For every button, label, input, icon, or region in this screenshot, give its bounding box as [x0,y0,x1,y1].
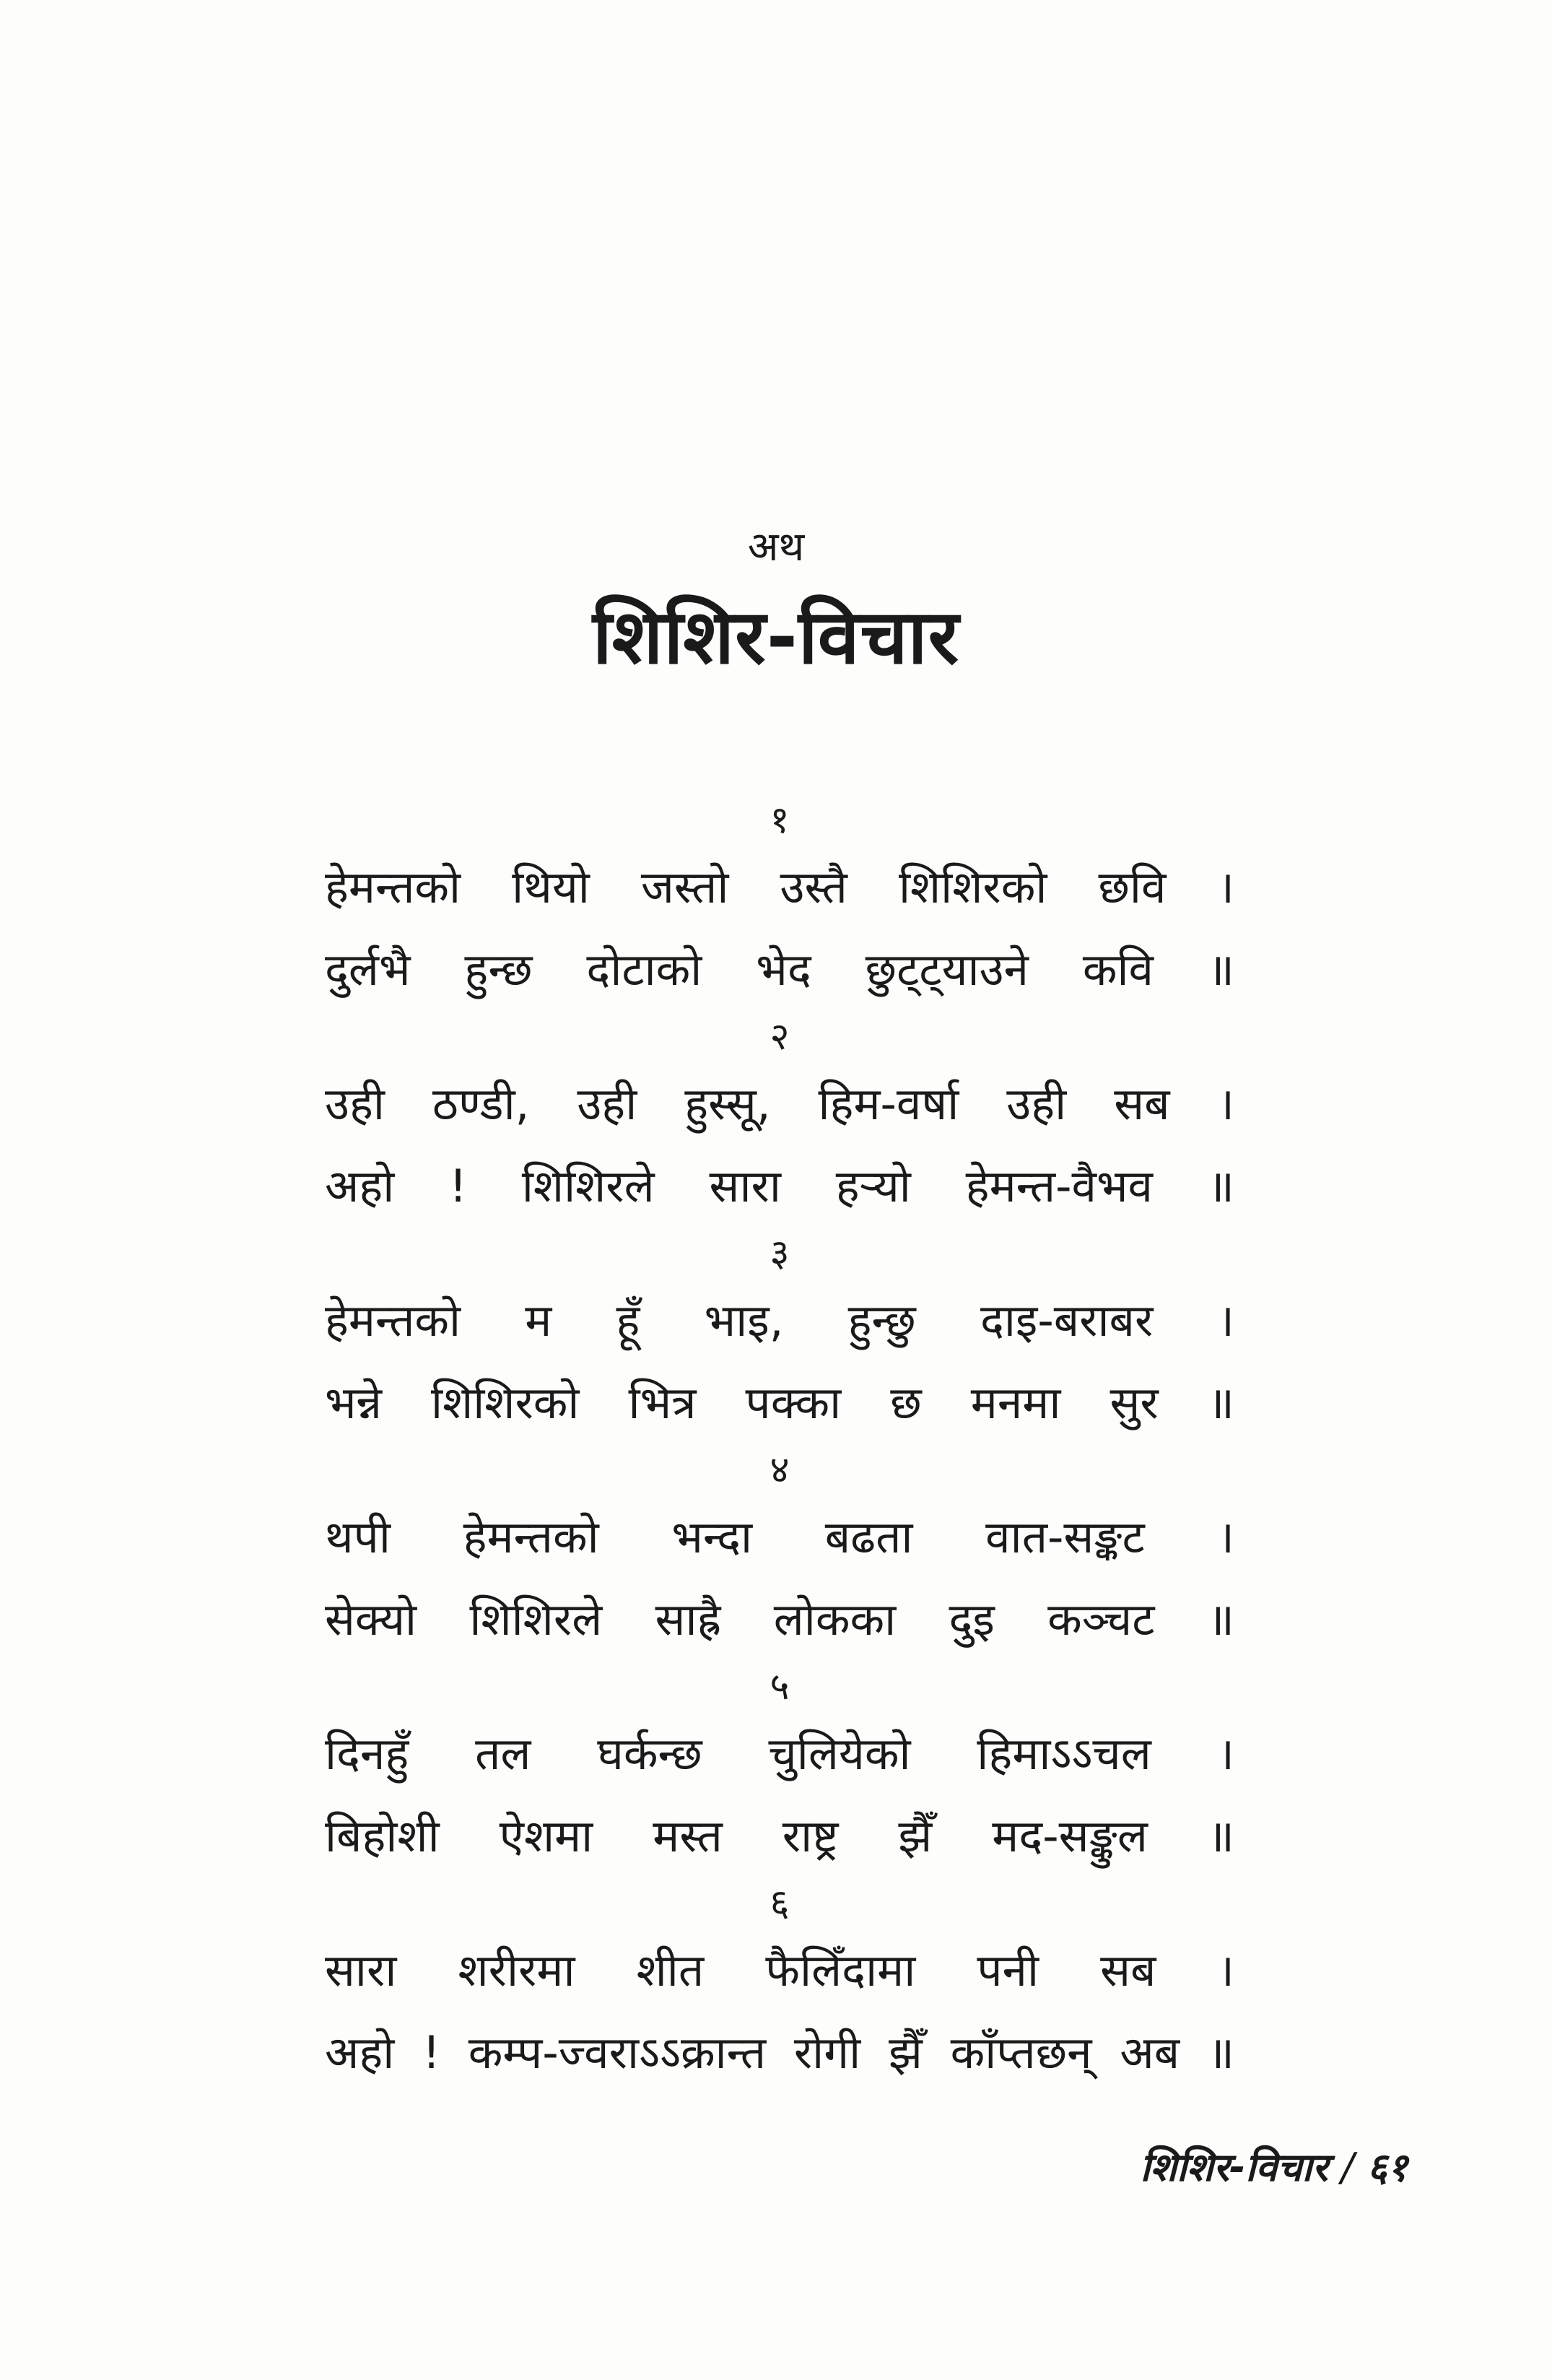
verse-line: उही ठण्डी, उही हुस्सू, हिम-वर्षा उही सब । [325,1077,1234,1130]
stanza-number: १ [770,799,790,842]
stanza-number: २ [770,1015,790,1059]
stanza [325,1877,1234,2094]
stanza [325,1444,1234,1661]
stanza [325,1661,1234,1877]
poem-title: शिशिर-विचार [592,593,960,681]
stanza [325,1011,1234,1228]
verse-line: हेमन्तको थियो जस्तो उस्तै शिशिरको छवि । [325,861,1234,913]
verse-line: दिनहुँ तल घर्कन्छ चुलियेको हिमाऽऽचल । [325,1727,1234,1780]
verse-line: सारा शरीरमा शीत फैलिँदामा पनी सब । [325,1944,1234,1997]
stanza-number: ५ [770,1665,790,1708]
stanza-number: ४ [770,1449,790,1492]
stanza [325,794,1234,1011]
verse-line: हेमन्तको म हूँ भाइ, हुन्छु दाइ-बराबर । [325,1294,1234,1347]
verse-line: अहो ! शिशिरले सारा हर्‍यो हेमन्त-वैभव ॥ [325,1160,1234,1212]
verse-line: सेक्यो शिशिरले साह्रै लोकका दुइ कञ्चट ॥ [325,1593,1234,1646]
page-footer [1140,2145,1408,2190]
poem-body [325,794,1234,2094]
verse-line: भन्ने शिशिरको भित्र पक्का छ मनमा सुर ॥ [325,1376,1234,1429]
page-number: ६१ [1366,2145,1408,2190]
verse-line: अहो ! कम्प-ज्वराऽऽक्रान्त रोगी झैँ काँप्तछन् अब ॥ [325,2026,1234,2079]
verse-line: थपी हेमन्तको भन्दा बढता वात-सङ्कट । [325,1511,1234,1563]
footer-separator: / [1340,2145,1354,2190]
section-intro-word: अथ [747,524,805,570]
stanza-number: ६ [770,1882,790,1925]
running-title: शिशिर-विचार [1140,2145,1328,2190]
stanza-number: ३ [770,1232,790,1275]
verse-line: दुर्लभै हुन्छ दोटाको भेद छुट्ट्याउने कवि ॥ [325,943,1234,996]
verse-line: बिहोशी ऐशमा मस्त राष्ट्र झैँ मद-सङ्कुल ॥ [325,1810,1234,1862]
stanza [325,1228,1234,1444]
